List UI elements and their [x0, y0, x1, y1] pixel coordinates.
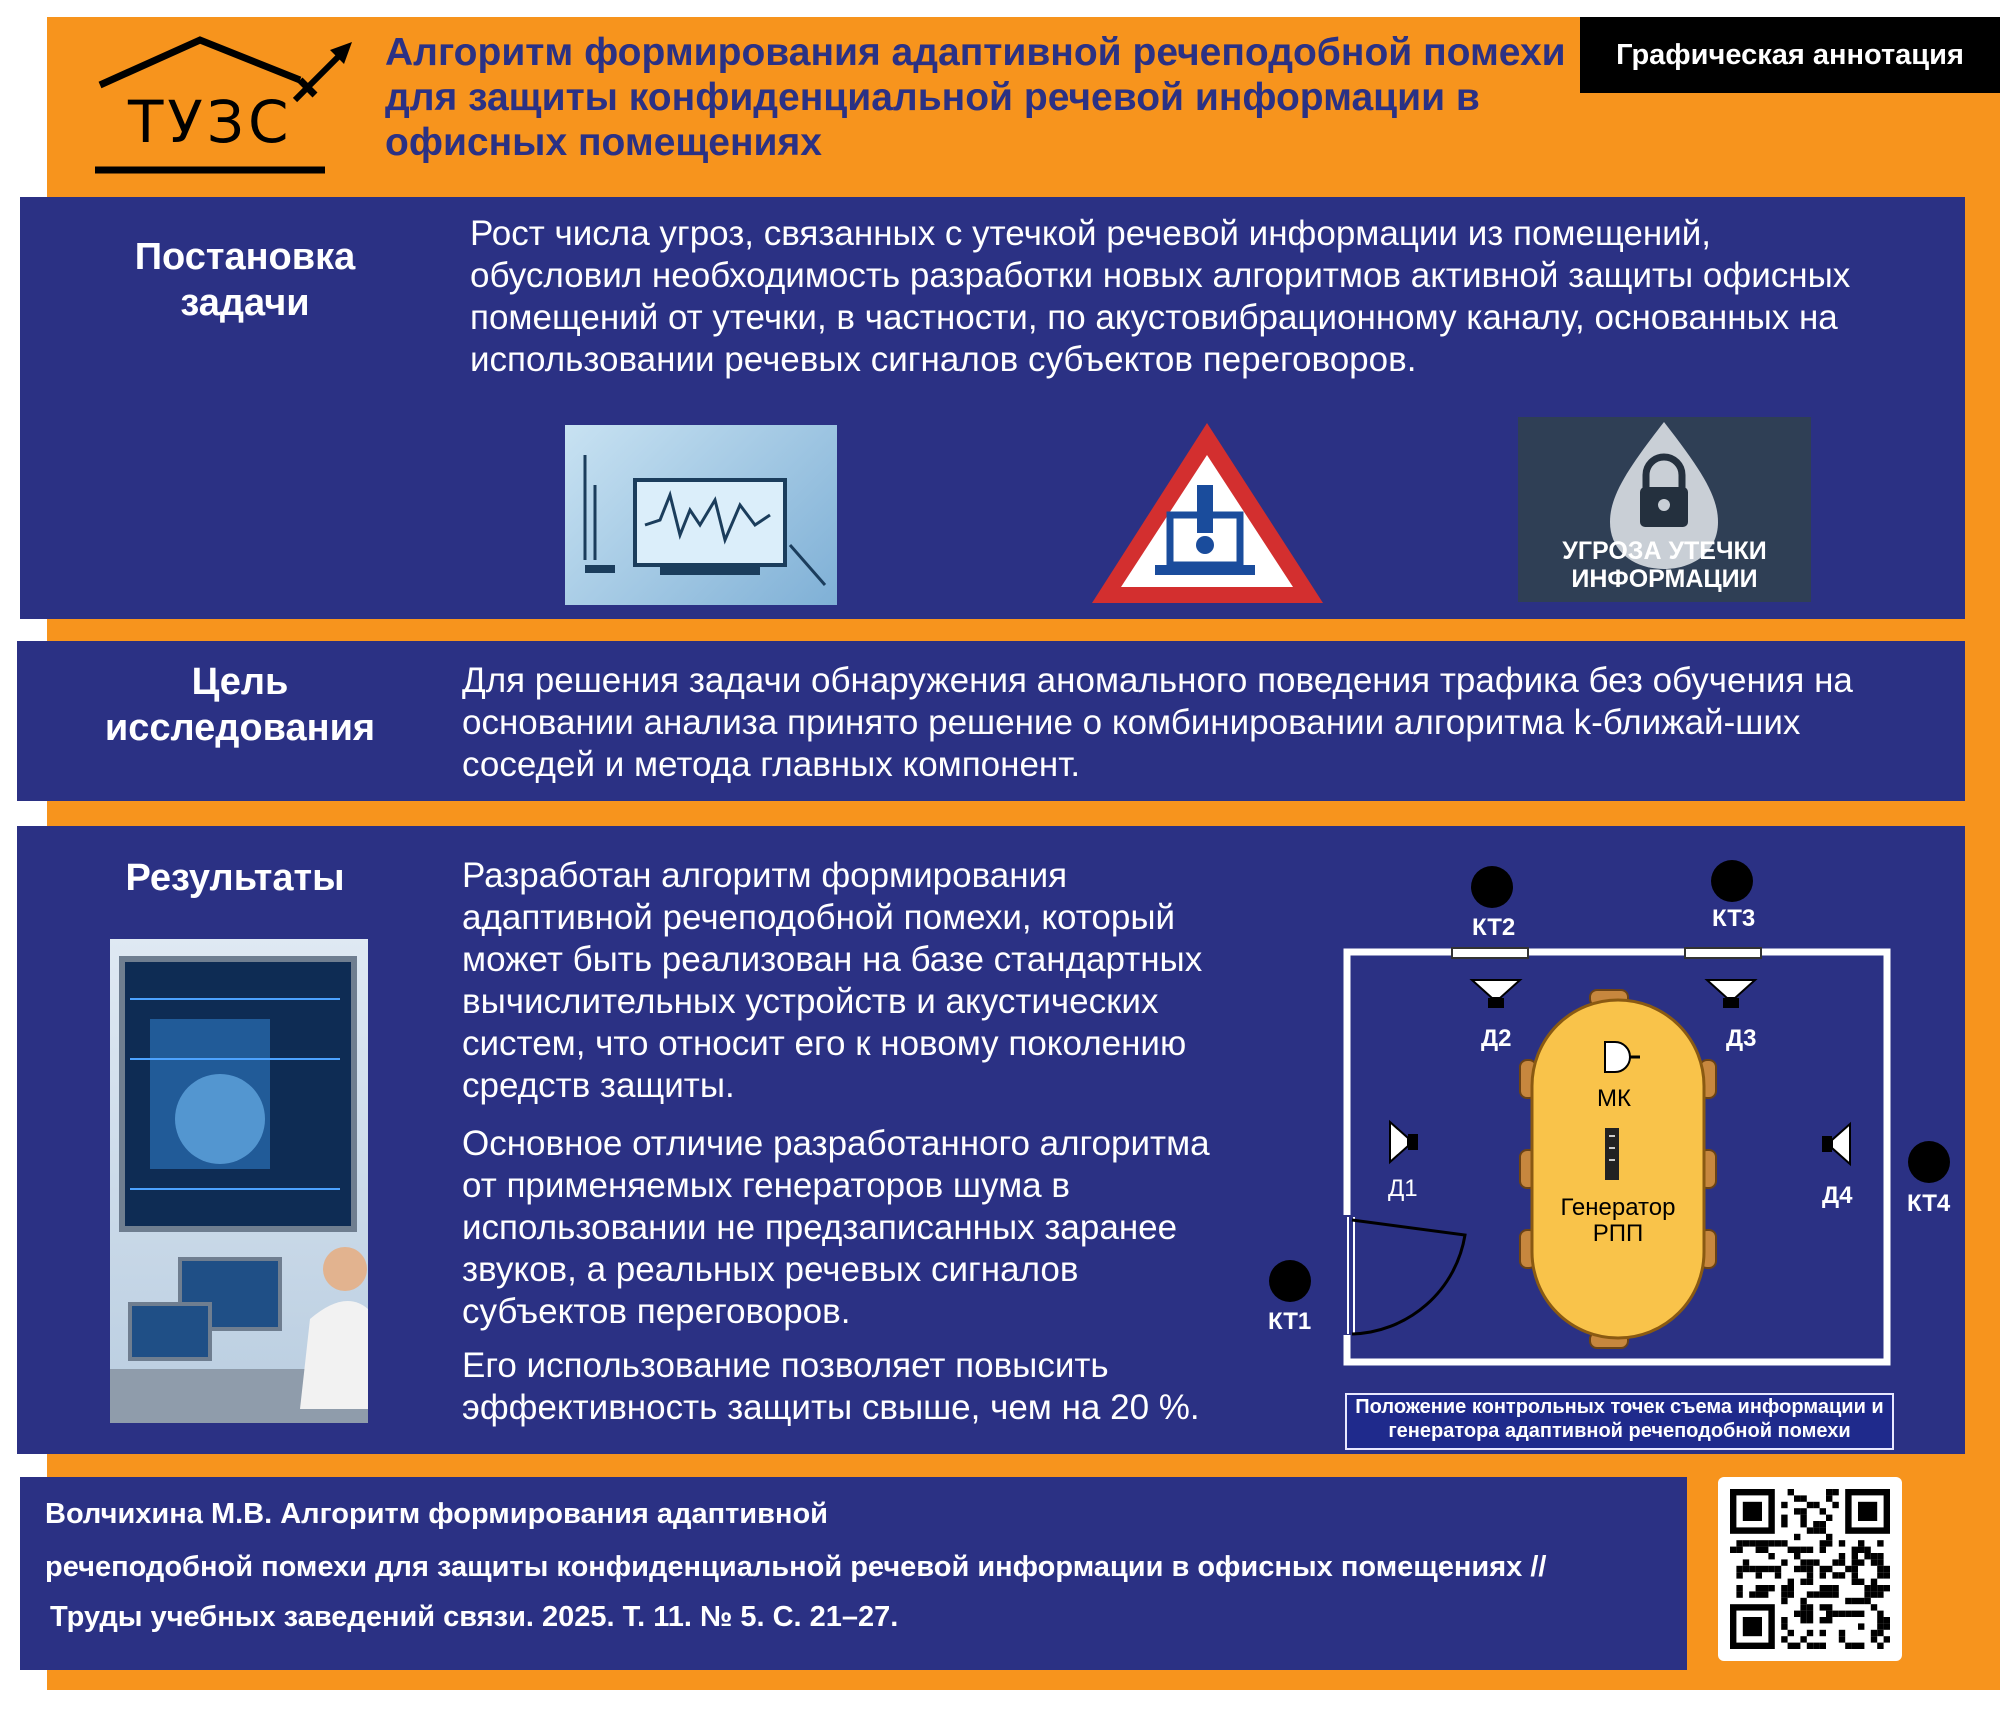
- results-paragraph-3: Его использование позволяет повысить эффективность защиты свыше, чем на 20 %.: [462, 1346, 1200, 1427]
- problem-text: Рост числа угроз, связанных с утечкой речевой информации из помещений, обусловил необходимость разработки новых алгоритмов активной защиты офисных помещений от утечки, в частности, по акустовибрационному каналу, основанных на использовании речевых сигналов субъектов переговоров.: [470, 214, 1851, 379]
- control-point-kt3-label: КТ3: [1712, 905, 1756, 932]
- goal-text: Для решения задачи обнаружения аномального поведения трафика без обучения на основании анализа принято решение о комбинировании алгоритма k-ближай-ших соседей и метода главных компонент.: [462, 661, 1853, 784]
- threat-image-caption: УГРОЗА УТЕЧКИ ИНФОРМАЦИИ: [1562, 537, 1767, 593]
- graphic-abstract-badge: Графическая аннотация: [1580, 17, 2000, 93]
- control-point-kt4-label: КТ4: [1907, 1190, 1951, 1217]
- speaker-d4-label: Д4: [1822, 1182, 1853, 1209]
- operator-illustration: [110, 939, 368, 1423]
- logo: [90, 30, 360, 180]
- citation-line-2: речеподобной помехи для защиты конфиденциальной речевой информации в офисных помещениях //: [45, 1551, 1547, 1583]
- info-leak-threat-image: [1518, 417, 1811, 602]
- control-point-kt1-label: КТ1: [1268, 1308, 1312, 1335]
- speaker-d2-label: Д2: [1481, 1025, 1512, 1052]
- page-title: Алгоритм формирования адаптивной речеподобной помехи для защиты конфиденциальной речевой информации в офисных помещениях: [385, 31, 1566, 164]
- speaker-d1-label: Д1: [1388, 1175, 1418, 1202]
- goal-heading: Цель исследования: [104, 661, 376, 749]
- generator-label: Генератор РПП: [1560, 1194, 1676, 1247]
- diagram-caption: Положение контрольных точек съема информации и генератора адаптивной речеподобной помехи: [1345, 1393, 1894, 1450]
- room-diagram: [1260, 860, 1960, 1400]
- qr-code[interactable]: [1718, 1477, 1902, 1661]
- citation-line-1: Волчихина М.В. Алгоритм формирования адаптивной: [45, 1498, 828, 1530]
- results-paragraph-1: Разработан алгоритм формирования адаптивной речеподобной помехи, который может быть реализован на базе стандартных вычислительных устройств и акустических систем, что относит его к новому поколению средств защиты.: [462, 856, 1203, 1105]
- problem-heading: Постановка задачи: [134, 236, 356, 324]
- microphone-label: МК: [1597, 1085, 1631, 1112]
- results-heading: Результаты: [125, 857, 345, 899]
- speaker-d3-label: Д3: [1726, 1025, 1757, 1052]
- warning-icon: [1085, 415, 1330, 610]
- citation-line-3: Труды учебных заведений связи. 2025. Т. 11. № 5. С. 21–27.: [50, 1601, 899, 1633]
- results-paragraph-2: Основное отличие разработанного алгоритма от применяемых генераторов шума в использовании не предзаписанных заранее звуков, а реальных речевых сигналов субъектов переговоров.: [462, 1124, 1210, 1331]
- monitor-illustration: [565, 425, 837, 605]
- logo-text: ТУЗС: [128, 88, 293, 156]
- control-point-kt2-label: КТ2: [1472, 914, 1516, 941]
